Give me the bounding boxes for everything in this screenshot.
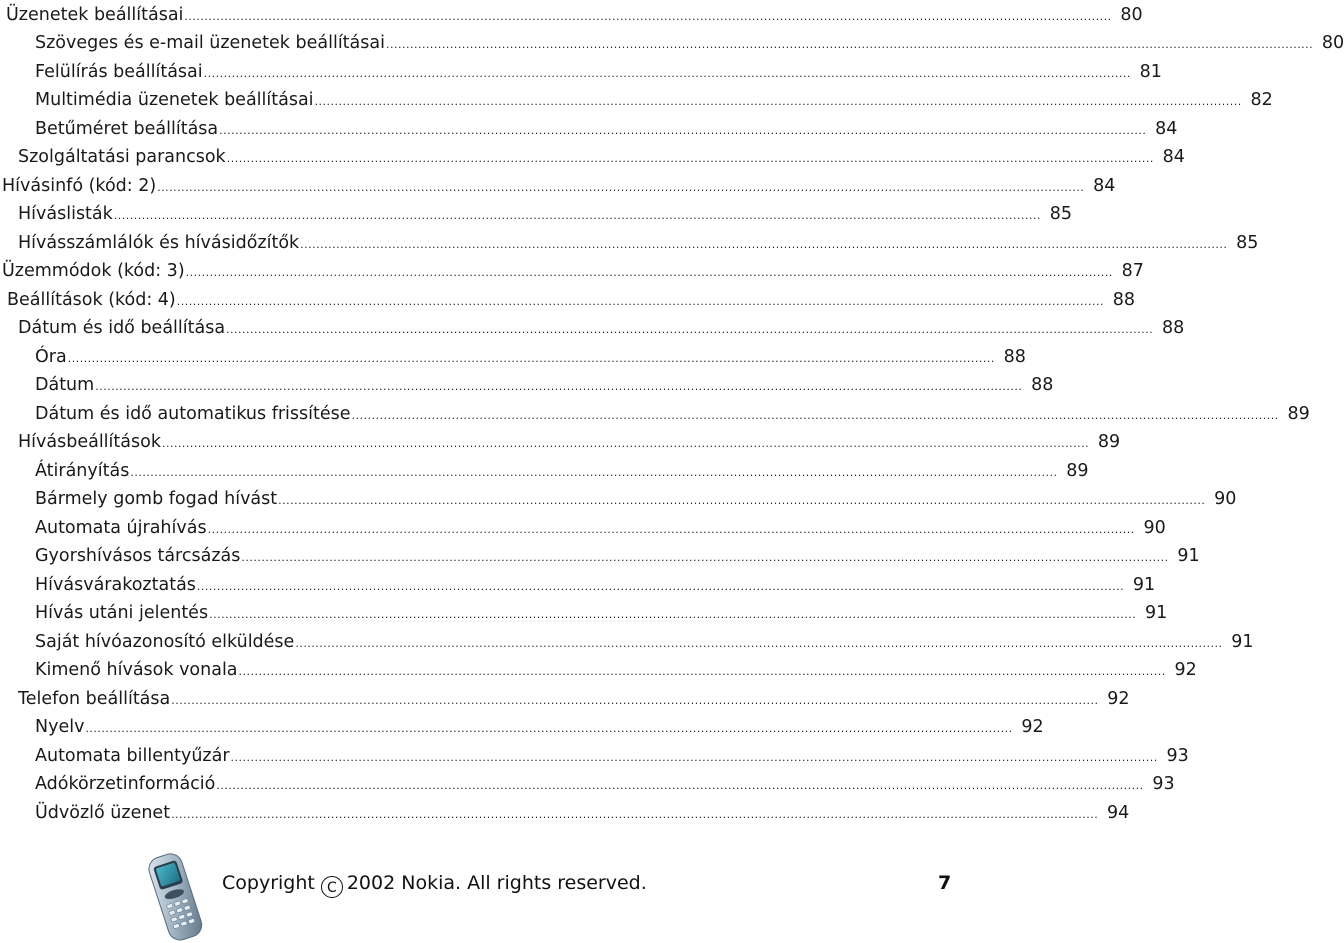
toc-leader-dots: ........................................................................................................................................................................................................................................ xyxy=(226,323,1154,336)
toc-entry-page: 91 xyxy=(1177,546,1200,566)
toc-leader-dots: ........................................................................................................................................................................................................................................ xyxy=(67,352,995,365)
toc-entry-label: Üdvözlő üzenet xyxy=(35,803,171,823)
toc-entry-page: 84 xyxy=(1093,176,1116,196)
toc-leader-dots: ........................................................................................................................................................................................................................................ xyxy=(203,67,1131,80)
toc-entry-page: 89 xyxy=(1066,461,1089,481)
toc-leader-dots: ........................................................................................................................................................................................................................................ xyxy=(176,295,1104,308)
toc-leader-dots: ........................................................................................................................................................................................................................................ xyxy=(219,124,1147,137)
toc-entry[interactable] xyxy=(2,259,1144,283)
toc-entry-label: Hívásinfó (kód: 2) xyxy=(2,176,157,196)
toc-entry-label: Hívásszámlálók és hívásidőzítők xyxy=(18,233,300,253)
toc-entry-label: Bármely gomb fogad hívást xyxy=(35,489,278,509)
toc-entry-page: 80 xyxy=(1321,33,1344,53)
toc-entry-label: Óra xyxy=(35,347,67,367)
toc-entry[interactable] xyxy=(35,117,1178,141)
toc-leader-dots: ........................................................................................................................................................................................................................................ xyxy=(295,637,1223,650)
toc-entry-label: Betűméret beállítása xyxy=(35,119,219,139)
toc-entry-page: 94 xyxy=(1107,803,1130,823)
toc-entry-label: Hívásbeállítások xyxy=(18,432,161,452)
toc-entry-label: Saját hívóazonosító elküldése xyxy=(35,632,295,652)
toc-leader-dots: ........................................................................................................................................................................................................................................ xyxy=(161,437,1090,450)
toc-leader-dots: ........................................................................................................................................................................................................................................ xyxy=(185,266,1113,279)
toc-entry[interactable] xyxy=(35,801,1130,825)
toc-entry[interactable] xyxy=(35,516,1166,540)
toc-entry-label: Gyorshívásos tárcsázás xyxy=(35,546,241,566)
toc-entry-page: 84 xyxy=(1155,119,1178,139)
toc-entry[interactable] xyxy=(7,288,1135,312)
toc-leader-dots: ........................................................................................................................................................................................................................................ xyxy=(171,694,1099,707)
toc-leader-dots: ........................................................................................................................................................................................................................................ xyxy=(196,580,1125,593)
toc-leader-dots: ........................................................................................................................................................................................................................................ xyxy=(226,152,1154,165)
toc-entry-label: Hívás utáni jelentés xyxy=(35,603,209,623)
toc-leader-dots: ........................................................................................................................................................................................................................................ xyxy=(238,665,1166,678)
toc-entry-page: 80 xyxy=(1120,5,1143,25)
page-number: 7 xyxy=(938,872,952,894)
toc-entry-page: 88 xyxy=(1031,375,1054,395)
toc-entry[interactable] xyxy=(18,202,1072,226)
toc-leader-dots: ........................................................................................................................................................................................................................................ xyxy=(300,238,1228,251)
toc-entry-label: Automata billentyűzár xyxy=(35,746,230,766)
toc-leader-dots: ........................................................................................................................................................................................................................................ xyxy=(278,494,1206,507)
toc-entry-label: Szolgáltatási parancsok xyxy=(18,147,226,167)
toc-entry-page: 88 xyxy=(1162,318,1185,338)
toc-entry[interactable] xyxy=(35,345,1026,369)
toc-leader-dots: ........................................................................................................................................................................................................................................ xyxy=(207,523,1135,536)
copyright-prefix: Copyright xyxy=(222,872,315,894)
toc-entry-page: 92 xyxy=(1174,660,1197,680)
toc-leader-dots: ........................................................................................................................................................................................................................................ xyxy=(209,608,1137,621)
nokia-phone-icon xyxy=(140,848,210,943)
toc-leader-dots: ........................................................................................................................................................................................................................................ xyxy=(157,181,1085,194)
toc-entry-page: 91 xyxy=(1231,632,1254,652)
toc-entry-label: Üzemmódok (kód: 3) xyxy=(2,261,185,281)
toc-leader-dots: ........................................................................................................................................................................................................................................ xyxy=(230,751,1158,764)
toc-entry[interactable] xyxy=(35,31,1344,55)
copyright-notice xyxy=(222,870,647,898)
toc-entry-page: 92 xyxy=(1021,717,1044,737)
toc-entry-page: 88 xyxy=(1003,347,1026,367)
toc-leader-dots: ........................................................................................................................................................................................................................................ xyxy=(314,95,1242,108)
toc-entry[interactable] xyxy=(35,744,1189,768)
toc-entry-page: 91 xyxy=(1145,603,1168,623)
toc-entry[interactable] xyxy=(35,487,1237,511)
toc-leader-dots: ........................................................................................................................................................................................................................................ xyxy=(184,10,1112,23)
toc-leader-dots: ........................................................................................................................................................................................................................................ xyxy=(241,551,1169,564)
toc-leader-dots: ........................................................................................................................................................................................................................................ xyxy=(171,808,1099,821)
toc-entry[interactable] xyxy=(18,145,1185,169)
toc-entry[interactable] xyxy=(35,459,1089,483)
toc-entry[interactable] xyxy=(18,687,1130,711)
toc-entry-label: Szöveges és e-mail üzenetek beállításai xyxy=(35,33,385,53)
toc-entry[interactable] xyxy=(35,88,1273,112)
toc-entry-label: Dátum xyxy=(35,375,95,395)
toc-entry[interactable] xyxy=(35,402,1310,426)
toc-entry[interactable] xyxy=(2,174,1116,198)
toc-entry[interactable] xyxy=(35,373,1054,397)
toc-entry-label: Dátum és idő automatikus frissítése xyxy=(35,404,351,424)
toc-entry-label: Beállítások (kód: 4) xyxy=(7,290,176,310)
toc-entry-label: Hívásvárakoztatás xyxy=(35,575,196,595)
toc-entry-page: 81 xyxy=(1139,62,1162,82)
toc-entry[interactable] xyxy=(35,544,1200,568)
toc-entry-label: Átirányítás xyxy=(35,461,130,481)
toc-leader-dots: ........................................................................................................................................................................................................................................ xyxy=(216,779,1144,792)
toc-entry-label: Adókörzetinformáció xyxy=(35,774,216,794)
toc-entry[interactable] xyxy=(18,316,1185,340)
toc-entry-page: 87 xyxy=(1121,261,1144,281)
toc-entry[interactable] xyxy=(35,772,1175,796)
toc-entry[interactable] xyxy=(35,658,1197,682)
toc-entry-label: Telefon beállítása xyxy=(18,689,171,709)
copyright-suffix: 2002 Nokia. All rights reserved. xyxy=(346,872,647,894)
toc-entry-page: 90 xyxy=(1143,518,1166,538)
toc-entry-page: 90 xyxy=(1214,489,1237,509)
toc-entry-page: 88 xyxy=(1112,290,1135,310)
toc-entry-page: 85 xyxy=(1049,204,1072,224)
copyright-icon: C xyxy=(321,876,343,898)
toc-entry-page: 85 xyxy=(1236,233,1259,253)
toc-leader-dots: ........................................................................................................................................................................................................................................ xyxy=(113,209,1041,222)
toc-entry-page: 91 xyxy=(1132,575,1156,595)
toc-entry-label: Üzenetek beállításai xyxy=(6,5,184,25)
toc-entry-page: 89 xyxy=(1287,404,1310,424)
toc-entry[interactable] xyxy=(18,430,1121,454)
toc-entry-page: 92 xyxy=(1107,689,1130,709)
toc-entry-label: Felülírás beállításai xyxy=(35,62,203,82)
toc-entry-label: Dátum és idő beállítása xyxy=(18,318,226,338)
toc-entry[interactable] xyxy=(6,3,1143,27)
toc-entry-page: 93 xyxy=(1166,746,1189,766)
toc-entry-label: Kimenő hívások vonala xyxy=(35,660,238,680)
toc-entry[interactable] xyxy=(35,573,1156,597)
toc-entry-label: Híváslisták xyxy=(18,204,113,224)
toc-entry[interactable] xyxy=(18,231,1259,255)
toc-entry-page: 93 xyxy=(1152,774,1175,794)
toc-leader-dots: ........................................................................................................................................................................................................................................ xyxy=(385,38,1314,51)
toc-leader-dots: ........................................................................................................................................................................................................................................ xyxy=(85,722,1013,735)
toc-entry-label: Automata újrahívás xyxy=(35,518,207,538)
toc-entry[interactable] xyxy=(35,630,1254,654)
toc-entry[interactable] xyxy=(35,715,1044,739)
toc-leader-dots: ........................................................................................................................................................................................................................................ xyxy=(351,409,1279,422)
toc-entry-page: 89 xyxy=(1097,432,1121,452)
toc-entry[interactable] xyxy=(35,60,1162,84)
toc-entry-page: 84 xyxy=(1162,147,1185,167)
toc-leader-dots: ........................................................................................................................................................................................................................................ xyxy=(130,466,1058,479)
toc-entry-page: 82 xyxy=(1250,90,1273,110)
toc-leader-dots: ........................................................................................................................................................................................................................................ xyxy=(95,380,1023,393)
toc-entry-label: Multimédia üzenetek beállításai xyxy=(35,90,314,110)
page-footer xyxy=(0,840,960,939)
toc-entry[interactable] xyxy=(35,601,1168,625)
toc-entry-label: Nyelv xyxy=(35,717,85,737)
